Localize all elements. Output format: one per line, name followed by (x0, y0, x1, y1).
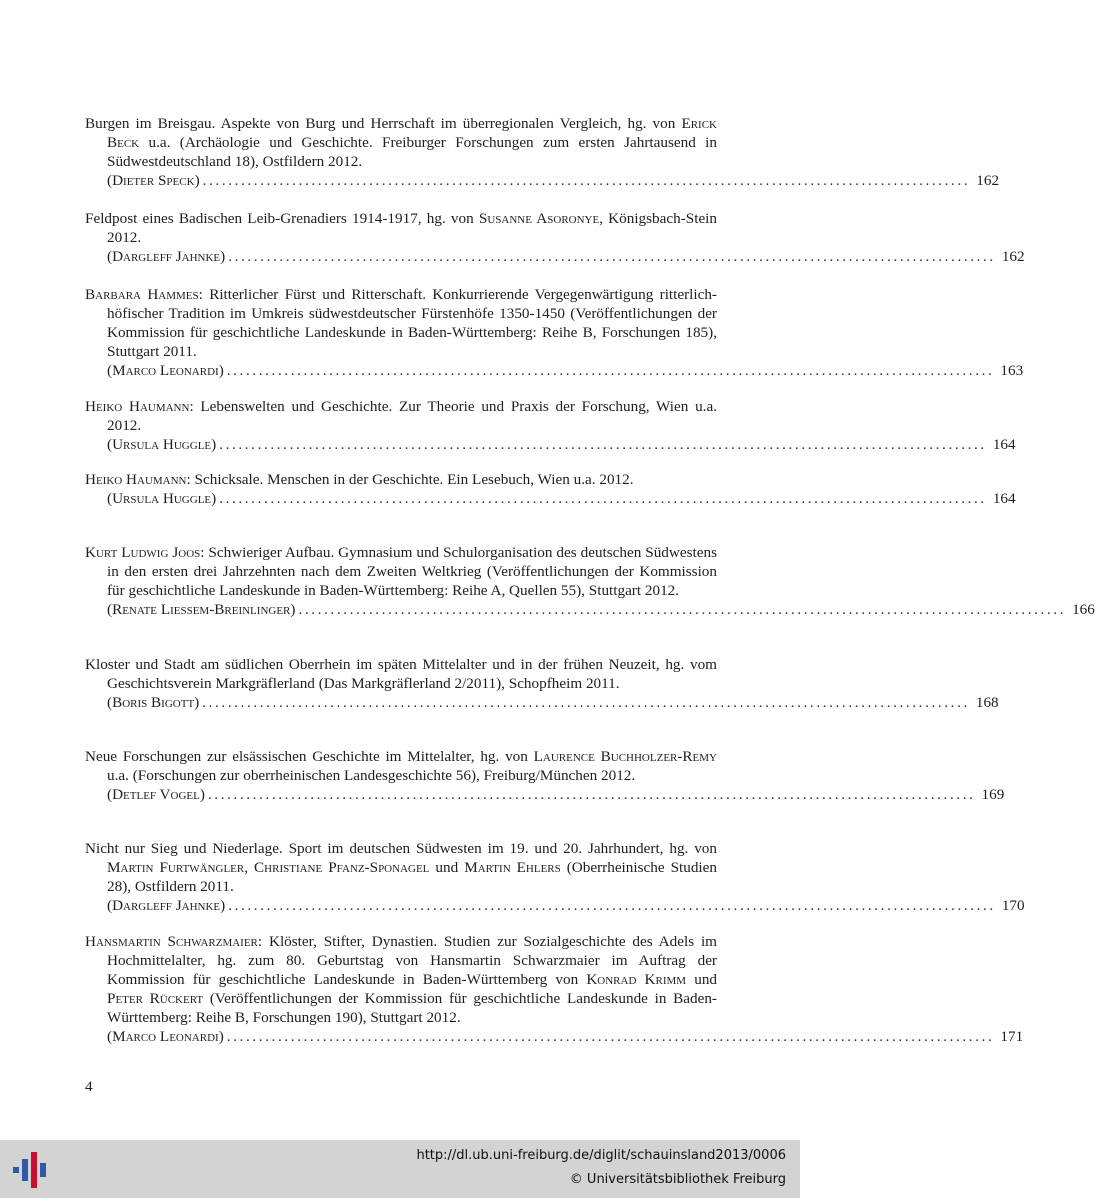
page-reference: 171 (1000, 1028, 1024, 1045)
page-reference: 168 (975, 694, 999, 711)
page-reference: 162 (976, 172, 1000, 189)
citation-text: (Veröffentlichungen der Kommission für geschichtliche Landeskunde in Baden-Württemberg: Reihe B, Forschungen 190), Stuttgart 2012. (107, 990, 717, 1026)
entry-citation (85, 747, 717, 785)
reviewer-line (85, 896, 1025, 915)
reviewer-name: (Dargleff Jahnke) (107, 248, 226, 265)
leader-dots: ........................................................................................................................ (298, 601, 1067, 618)
citation-text: (Oberrheinische Studien 28), Ostfildern 2011. (107, 859, 717, 895)
entry-citation (85, 397, 717, 435)
leader-dots: ........................................................................................................................ (228, 897, 996, 914)
citation-text: und (429, 859, 465, 876)
author-name: Martin Furtwängler (107, 859, 245, 876)
review-entry (85, 114, 1000, 190)
reviewer-line (85, 435, 1016, 454)
leader-dots: ........................................................................................................................ (207, 786, 976, 803)
page-reference: 162 (1001, 248, 1025, 265)
author-name: Christiane Pfanz-Sponagel (254, 859, 430, 876)
citation-text: : Klöster, Stifter, Dynastien. Studien zur Sozialgeschichte des Adels im Hochmittelalter, hg. zum 80. Geburtstag von Hansmartin Schwarzmaier im Auftrag der Kommission für geschichtliche Landeskunde in Baden-Württemberg von (107, 933, 717, 988)
author-name: Konrad Krimm (586, 971, 687, 988)
review-entry (85, 655, 999, 712)
leader-dots: ........................................................................................................................ (219, 490, 987, 507)
citation-text: : Lebenswelten und Geschichte. Zur Theorie und Praxis der Forschung, Wien u.a. 2012. (107, 398, 717, 434)
reviewer-line (85, 489, 1016, 508)
footer-bar (0, 1140, 800, 1198)
author-name: Heiko Haumann (85, 471, 187, 488)
source-url[interactable]: http://dl.ub.uni-freiburg.de/diglit/schauinsland2013/0006 (416, 1148, 786, 1163)
entry-citation (85, 932, 717, 1027)
review-entry (85, 209, 1025, 266)
entry-citation (85, 839, 717, 896)
citation-text: Burgen im Breisgau. Aspekte von Burg und Herrschaft im überregionalen Vergleich, hg. von (85, 115, 682, 132)
author-name: Peter Rückert (107, 990, 204, 1007)
review-entry (85, 839, 1025, 915)
citation-text: Neue Forschungen zur elsässischen Geschichte im Mittelalter, hg. von (85, 748, 534, 765)
reviewer-name: (Ursula Huggle) (107, 490, 217, 507)
review-entry (85, 747, 1005, 804)
leader-dots: ........................................................................................................................ (228, 248, 996, 265)
author-name: Erick Beck (107, 115, 717, 151)
page-reference: 170 (1001, 897, 1025, 914)
leader-dots: ........................................................................................................................ (226, 362, 995, 379)
entry-citation (85, 655, 717, 693)
reviewer-name: (Ursula Huggle) (107, 436, 217, 453)
citation-text: Kloster und Stadt am südlichen Oberrhein im späten Mittelalter und in der frühen Neuzeit, hg. vom Geschichtsverein Markgräflerland (Das Markgräflerland 2/2011), Schopfheim 2011. (85, 656, 717, 692)
author-name: Barbara Hammes (85, 286, 199, 303)
review-entry (85, 470, 1016, 508)
review-entry (85, 397, 1016, 454)
library-logo-icon (11, 1150, 51, 1190)
reviewer-line (85, 1027, 1024, 1046)
leader-dots: ........................................................................................................................ (202, 694, 970, 711)
author-name: Heiko Haumann (85, 398, 190, 415)
entry-citation (85, 209, 717, 247)
citation-text: , (244, 859, 255, 876)
reviewer-line (85, 600, 1095, 619)
reviewer-name: (Boris Bigott) (107, 694, 200, 711)
reviewer-name: (Detlef Vogel) (107, 786, 205, 803)
page-number: 4 (85, 1078, 93, 1095)
citation-text: Feldpost eines Badischen Leib-Grenadiers 1914-1917, hg. von (85, 210, 479, 227)
review-entry (85, 543, 1095, 619)
citation-text: und (686, 971, 717, 988)
leader-dots: ........................................................................................................................ (219, 436, 987, 453)
citation-text: : Schicksale. Menschen in der Geschichte. Ein Lesebuch, Wien u.a. 2012. (186, 471, 634, 488)
author-name: Martin Ehlers (464, 859, 561, 876)
author-name: Kurt Ludwig Joos (85, 544, 201, 561)
page-reference: 164 (992, 436, 1016, 453)
page-reference: 163 (1000, 362, 1024, 379)
citation-text: , Königsbach-Stein 2012. (107, 210, 718, 246)
citation-text: : Schwieriger Aufbau. Gymnasium und Schulorganisation des deutschen Südwestens in den ersten drei Jahrzehnten nach dem Zweiten Weltkrieg (Veröffentlichungen der Kommission für geschichtliche Landeskunde in Baden-Württemberg: Reihe A, Quellen 55), Stuttgart 2012. (107, 544, 717, 599)
entry-citation (85, 114, 717, 171)
page-reference: 164 (992, 490, 1016, 507)
copyright-notice: © Universitätsbibliothek Freiburg (569, 1172, 786, 1187)
reviewer-line (85, 171, 1000, 190)
reviewer-name: (Marco Leonardi) (107, 362, 224, 379)
entry-citation (85, 470, 717, 489)
reviewer-line (85, 693, 999, 712)
page-reference: 169 (981, 786, 1005, 803)
citation-text: u.a. (Forschungen zur oberrheinischen Landesgeschichte 56), Freiburg/München 2012. (107, 767, 636, 784)
citation-text: Nicht nur Sieg und Niederlage. Sport im deutschen Südwesten im 19. und 20. Jahrhundert, hg. von (85, 840, 717, 857)
author-name: Susanne Asoronye (478, 210, 600, 227)
author-name: Hansmartin Schwarzmaier (85, 933, 258, 950)
entry-citation (85, 543, 717, 600)
citation-text: : Ritterlicher Fürst und Ritterschaft. Konkurrierende Vergegenwärtigung ritterlich-höfischer Tradition im Umkreis südwestdeutscher Fürstenhöfe 1350-1450 (Veröffentlichungen der Kommission für geschichtliche Landeskunde in Baden-Württemberg: Reihe B, Forschungen 185), Stuttgart 2011. (107, 286, 717, 360)
reviewer-line (85, 361, 1024, 380)
leader-dots: ........................................................................................................................ (202, 172, 971, 189)
reviewer-name: (Dieter Speck) (107, 172, 200, 189)
review-entry (85, 932, 1024, 1046)
author-name: Laurence Buchholzer-Remy (533, 748, 718, 765)
entry-citation (85, 285, 717, 361)
citation-text: u.a. (Archäologie und Geschichte. Freiburger Forschungen zum ersten Jahrtausend in Südwestdeutschland 18), Ostfildern 2012. (107, 134, 717, 170)
reviewer-name: (Marco Leonardi) (107, 1028, 224, 1045)
reviewer-line (85, 785, 1005, 804)
reviewer-name: (Dargleff Jahnke) (107, 897, 226, 914)
reviewer-line (85, 247, 1025, 266)
leader-dots: ........................................................................................................................ (226, 1028, 995, 1045)
page-reference: 166 (1072, 601, 1095, 618)
review-entry (85, 285, 1024, 380)
reviewer-name: (Renate Liessem-Breinlinger) (107, 601, 296, 618)
